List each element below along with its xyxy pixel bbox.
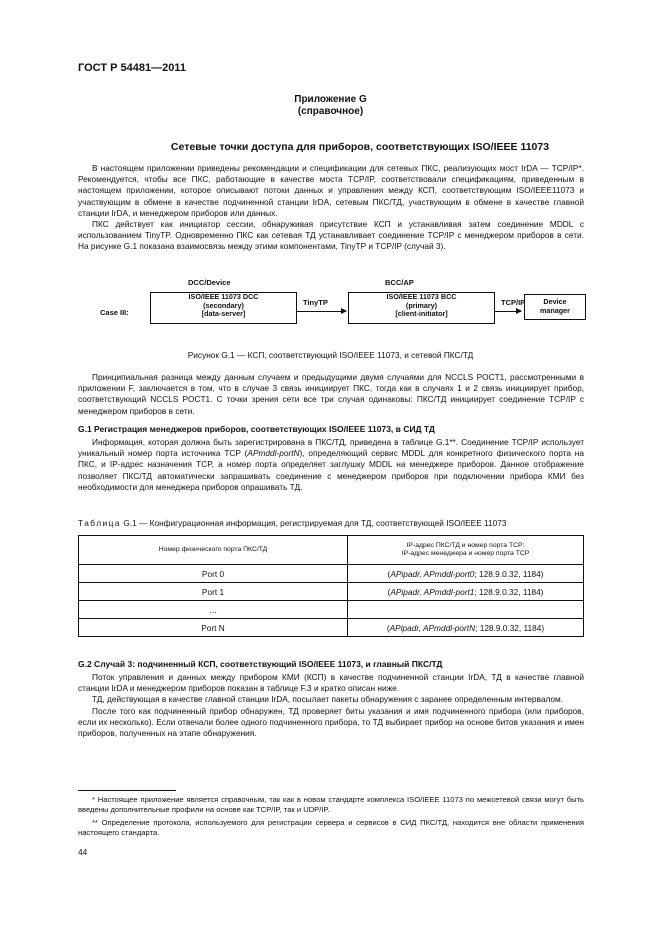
config-table <box>78 535 584 637</box>
figure-caption: Рисунок G.1 — КСП, соответствующий ISO/IEEE 11073, и сетевой ПКС/ТД <box>187 350 474 360</box>
bcc-box-line: (primary) <box>405 300 438 310</box>
g2-text <box>78 672 584 739</box>
g1-heading: G.1 Регистрация менеджеров приборов, соответствующих ISO/IEEE 11073, в СИД ТД <box>78 424 435 434</box>
device-manager-line: manager <box>540 305 570 315</box>
table-header-line: IP-адрес ПКС/ТД и номер порта TCP: <box>406 541 525 549</box>
table-cell-address <box>348 583 584 601</box>
dcc-box <box>150 292 297 324</box>
address-italic: APipadr, APmddl-portN <box>389 622 476 633</box>
table-header-port: Номер физического порта ПКС/ТД <box>79 536 348 565</box>
address-rest: ; 128.9.0.32, 1184) <box>474 568 544 579</box>
footnote: * Настоящее приложение является справочным, так как в новом стандарте комплекса ISO/IEEE 11073 по межсетевой связи могут быть введены дополнительные профили на основе как TCP/IP, так и UDP/IP. <box>78 795 584 814</box>
figure-label-bcc: BCC/AP <box>385 278 414 287</box>
table-cell-port: Port 1 <box>79 583 348 601</box>
bcc-box <box>348 292 495 324</box>
body-paragraph: После того как подчиненный прибор обнаружен, ТД проверяет биты указания и имя подчиненного прибора (или приборов, если их несколько). Если отвечали более одного подчиненного прибора, то ТД выбирает прибор на основе битов указания и имен приборов, полученных на этапе обнаружения. <box>78 705 584 739</box>
table-row <box>79 619 584 637</box>
intro-paragraph: В настоящем приложении приведены рекомендации и спецификации для сетевых ПКС, реализующих мост IrDA — TCP/IP*. Рекомендуется, чтобы все ПКС, работающие в качестве моста TCP/IP, соответствовали спецификациям, приведенным в настоящем приложении, которое описывают потоки данных и управления между КСП, соответствующим ISO/IEEE11073 и участвующим в обмене в качестве подчиненной станции IrDA, сетевым ПКС/ТД, участвующим в обмене в качестве главной станции IrDA, и менеджером приборов или данных. <box>78 163 584 218</box>
g2-heading: G.2 Случай 3: подчиненный КСП, соответствующий ISO/IEEE 11073, и главный ПКС/ТД <box>78 659 443 669</box>
table-header-line: IP-адрес менеджера и номер порта TCP <box>401 550 530 557</box>
table-row <box>79 583 584 601</box>
table-cell-port: Port N <box>79 619 348 637</box>
footnote: ** Определение протокола, используемого для регистрации сервера и сервисов в СИД ПКС/ТД, находится вне области применения настоящего стандарта. <box>78 818 584 837</box>
bcc-box-line: [client-initiator] <box>395 309 448 318</box>
table-row <box>79 565 584 583</box>
intro-paragraph: ПКС действует как инициатор сессии, обнаруживая присутствие КСП и устанавливая затем соединение MDDL с использованием TinyTP. Одновременно ПКС как сетевая ТД устанавливает соединение TCP/IP с менеджером приборов в сети. На рисунке G.1 показана взаимосвязь между этими компонентами, TinyTP и TCP/IP (случай 3). <box>78 219 584 252</box>
section-title: Сетевые точки доступа для приборов, соответствующих ISO/IEEE 11073 <box>170 141 550 153</box>
table-cell-address <box>348 565 584 583</box>
arrow-right-icon <box>494 311 521 312</box>
table-cell-port: Port 0 <box>79 565 348 583</box>
document-header: ГОСТ Р 54481—2011 <box>78 62 186 74</box>
table-caption-text: G.1 — Конфигурационная информация, регистрируемая для ТД, соответствующей ISO/IEEE 11073 <box>121 518 507 528</box>
table-caption-prefix: Таблица <box>78 518 122 528</box>
body-paragraph: Принципиальная разница между данным случаем и предыдущими двумя случаями для NCCLS POCT1, рассмотренными в приложении F, заключается в том, что в случае 3 связь инициирует ПКС, тогда как в случаях 1 и 2 связь инициирует прибор, соответствующий NCCLS POCT1. С точки зрения сети все три случая одинаковы: ПКС/ТД инициирует соединение TCP/IP с менеджером приборов в сети. <box>78 372 584 416</box>
g1-text-part: Информация, которая должна быть зарегистрирована в ПКС/ТД, приведена в таблице G.1**. Соединение TCP/IP использует уникальный номер порта источника TCP ( <box>78 437 584 459</box>
figure-case-label: Case III: <box>100 308 129 317</box>
g1-text-part: ), определяющий сервис MDDL для конкретного физического порта на ПКС, и IP-адрес назначения TCP, а номер порта определяет заглушку MDDL на менеджере приборов. Данное отображение позволяет ПКС/ТД автоматически запрашивать соединение с менеджером приборов при подключении прибора КМИ без необходимости для менеджера приборов опрашивать ТД. <box>78 448 584 492</box>
table-header-address <box>348 536 584 565</box>
footnote-divider <box>78 790 176 791</box>
dcc-box-line: (secondary) <box>203 300 244 310</box>
address-italic: APipadr, APmddl-port0 <box>390 568 475 579</box>
dcc-box-line: ISO/IEEE 11073 DCC <box>188 292 259 301</box>
table-caption <box>78 518 507 528</box>
table-cell-address <box>348 619 584 637</box>
body-paragraph: Поток управления и данных между прибором КМИ (КСП) в качестве подчиненной станции IrDA, ТД в качестве главной станции IrDA и менеджером приборов показан в таблице F.3 и кратко описан ниже. <box>78 672 584 694</box>
arrow-right-icon <box>296 311 346 312</box>
intro-text <box>78 163 584 253</box>
g1-text-italic: APmddl-portN <box>247 448 300 459</box>
footnotes <box>78 795 584 838</box>
table-header-row <box>79 536 584 565</box>
address-italic: APipadr, APmddl-port1 <box>390 586 475 597</box>
address-rest: ; 128.9.0.32, 1184) <box>474 586 544 597</box>
link-tinytp-label: TinyTP <box>303 298 328 307</box>
g1-text <box>78 437 584 493</box>
paren: ( <box>386 622 390 633</box>
table-cell-address <box>348 601 584 619</box>
link-tcpip-label: TCP/IP <box>501 298 526 307</box>
appendix-type: (справочное) <box>297 106 364 117</box>
paren: ( <box>387 568 391 579</box>
page-number: 44 <box>78 847 88 857</box>
bcc-box-line: ISO/IEEE 11073 BCC <box>386 292 457 301</box>
figure-g1 <box>100 278 600 334</box>
figure-label-dcc: DCC/Device <box>188 278 231 287</box>
device-manager-line: Device <box>543 297 567 306</box>
appendix-heading <box>0 94 661 118</box>
body-paragraph: ТД, действующая в качестве главной станции IrDA, посылает пакеты обнаружения с заранее определенным интервалом. <box>92 694 564 705</box>
paren: ( <box>387 586 391 597</box>
body-paragraph <box>78 437 584 493</box>
device-manager-box <box>524 294 586 320</box>
table-cell-port: … <box>79 601 348 619</box>
dcc-box-line: [data-server] <box>201 309 246 318</box>
address-rest: ; 128.9.0.32, 1184) <box>475 622 545 633</box>
appendix-title: Приложение G <box>294 94 367 105</box>
table-row <box>79 601 584 619</box>
after-figure-text <box>78 372 584 417</box>
